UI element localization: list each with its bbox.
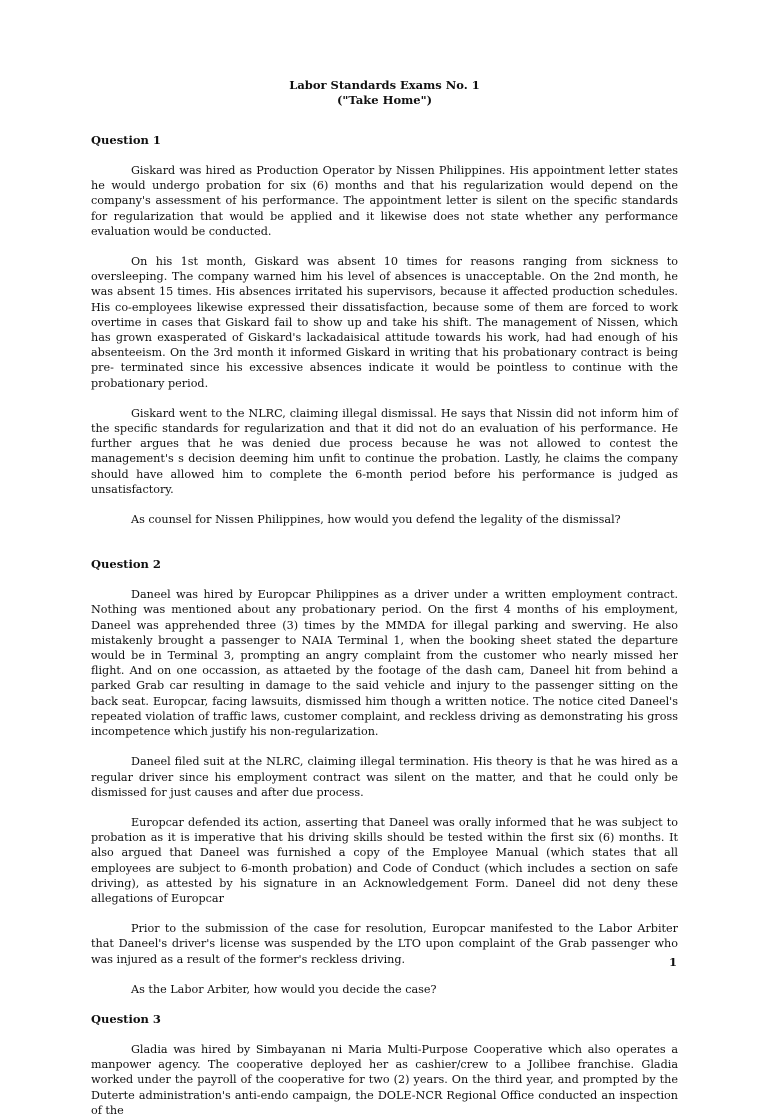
question-2-paragraph-1: Daneel was hired by Europcar Philippines as a driver under a written employment contract. Nothing was mentioned about any probationary period. On the first 4 months of his employment, Daneel was apprehended three (3) times by the MMDA for illegal parking and swerving. He also mistakenly brought a passenger to NAIA Terminal 1, when the booking sheet stated the departure would be in Terminal 3, prompting an angry complaint from the customer who nearly missed her flight. And on one occassion, as attaeted by the footage of the dash cam, Daneel hit from behind a parked Grab car resulting in damage to the said vehicle and injury to the passenger sitting on the back seat. Europcar, facing lawsuits, dismissed him though a written notice. The notice cited Daneel's repeated violation of traffic laws, customer complaint, and reckless driving as demonstrating his gross incompetence which justify his non-regularization. — [91, 588, 678, 739]
page-number: 1 — [668, 955, 677, 969]
question-1-heading: Question 1 — [91, 133, 161, 147]
question-3-heading: Question 3 — [91, 1011, 161, 1026]
question-2-heading: Question 2 — [91, 557, 161, 572]
question-2-paragraph-2: Daneel filed suit at the NLRC, claiming illegal termination. His theory is that he was hired as a regular driver since his employment contract was silent on the matter, and that he could only be dismissed for just causes and after due process. — [91, 755, 678, 799]
question-2-paragraph-4: Prior to the submission of the case for resolution, Europcar manifested to the Labor Arbiter that Daneel's driver's license was suspended by the LTO upon complaint of the Grab passenger who was injured as a result of the former's reckless driving. — [91, 922, 678, 966]
question-2-prompt: As the Labor Arbiter, how would you decide the case? — [131, 982, 437, 996]
question-2-paragraph-3: Europcar defended its action, asserting that Daneel was orally informed that he was subject to probation as it is imperative that his driving skills should be tested within the first six (6) months. It also argued that Daneel was furnished a copy of the Employee Manual (which states that all employees are subject to 6-month probation) and Code of Conduct (which includes a section on safe driving), as attested by his signature in an Acknowledgement Form. Daneel did not deny these allegations of Europcar — [91, 815, 678, 905]
document-page — [91, 78, 678, 1118]
document-subtitle: ("Take Home") — [336, 93, 433, 107]
question-3-paragraph-1: Gladia was hired by Simbayanan ni Maria Multi-Purpose Cooperative which also operates a manpower agency. The cooperative deployed her as cashier/crew to a Jollibee franchise. Gladia worked under the payroll of the cooperative for two (2) years. On the third year, and prompted by the Duterte administration's anti-endo campaign, the DOLE-NCR Regional Office conducted an inspection of the — [91, 1042, 678, 1117]
question-1-paragraph-1: Giskard was hired as Production Operator by Nissen Philippines. His appointment letter states he would undergo probation for six (6) months and that his regularization would depend on the company's assessment of his performance. The appointment letter is silent on the specific standards for regularization that would be applied and it likewise does not state whether any performance evaluation would be conducted. — [91, 164, 678, 238]
document-title: Labor Standards Exams No. 1 — [289, 78, 480, 92]
question-1-paragraph-2: On his 1st month, Giskard was absent 10 times for reasons ranging from sickness to oversleeping. The company warned him his level of absences is unacceptable. On the 2nd month, he was absent 15 times. His absences irritated his supervisors, because it affected production schedules. His co-employees likewise expressed their dissatisfaction, because some of them are forced to work overtime in cases that Giskard fail to show up and take his shift. The management of Nissen, which has grown exasperated of Giskard's lackadaisical attitude towards his work, had had enough of his absenteeism. On the 3rd month it informed Giskard in writing that his probationary contract is being pre- terminated since his excessive absences indicate it would be pointless to continue with the probationary period. — [91, 255, 678, 390]
question-1-paragraph-3: Giskard went to the NLRC, claiming illegal dismissal. He says that Nissin did not inform him of the specific standards for regularization and that it did not do an evaluation of his performance. He further argues that he was denied due process because he was not allowed to contest the management's s decision deeming him unfit to continue the probation. Lastly, he claims the company should have allowed him to complete the 6-month period before his performance is judged as unsatisfactory. — [91, 406, 678, 496]
question-1-prompt: As counsel for Nissen Philippines, how would you defend the legality of the dismissal? — [131, 513, 621, 527]
